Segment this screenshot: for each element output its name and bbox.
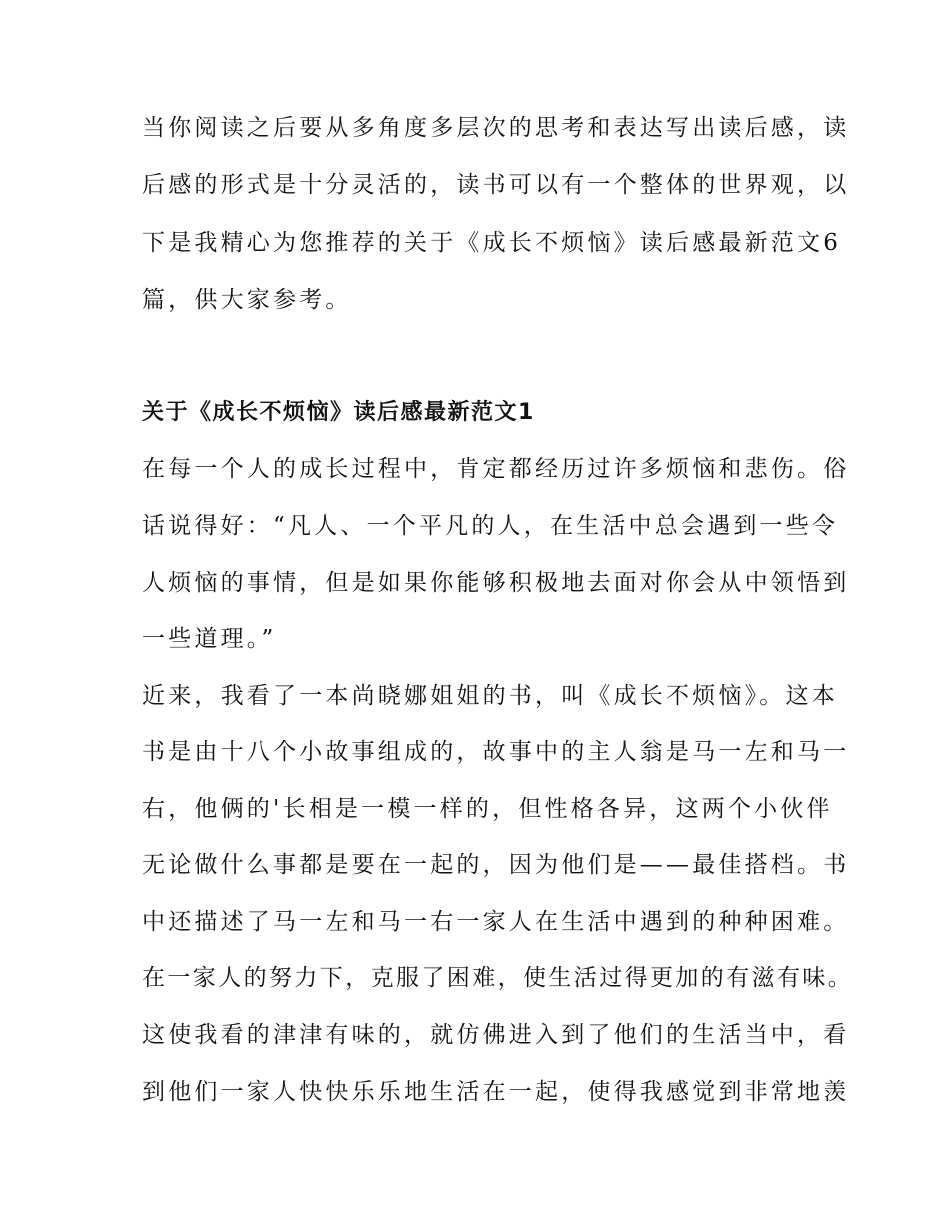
section-heading: 关于《成长不烦恼》读后感最新范文1 (142, 400, 535, 425)
paragraph1-line-4: 一些道理。” (142, 626, 277, 652)
intro-line-1: 当你阅读之后要从多角度多层次的思考和表达写出读后感，读 (142, 115, 850, 141)
paragraph2-line-1: 近来，我看了一本尚晓娜姐姐的书，叫《成长不烦恼》。这本 (142, 683, 838, 709)
paragraph1-line-1: 在每一个人的成长过程中，肯定都经历过许多烦恼和悲伤。俗 (142, 456, 850, 482)
paragraph2-line-2: 书是由十八个小故事组成的，故事中的主人翁是马一左和马一 (142, 739, 850, 765)
paragraph2-line-8: 到他们一家人快快乐乐地生活在一起，使得我感觉到非常地羡 (142, 1079, 850, 1105)
paragraph2-line-5: 中还描述了马一左和马一右一家人在生活中遇到的种种困难。 (142, 909, 850, 935)
paragraph1-line-2: 话说得好：“凡人、一个平凡的人，在生活中总会遇到一些令 (142, 513, 839, 539)
intro-line-2: 后感的形式是十分灵活的，读书可以有一个整体的世界观，以 (142, 172, 850, 198)
paragraph2-line-7: 这使我看的津津有味的，就仿佛进入到了他们的生活当中，看 (142, 1022, 850, 1048)
intro-line-3: 下是我精心为您推荐的关于《成长不烦恼》读后感最新范文6 (142, 230, 842, 256)
paragraph2-line-6: 在一家人的努力下，克服了困难，使生活过得更加的有滋有味。 (142, 965, 854, 991)
paragraph2-line-3: 右，他俩的'长相是一模一样的，但性格各异，这两个小伙伴 (142, 796, 833, 822)
paragraph2-line-4: 无论做什么事都是要在一起的，因为他们是——最佳搭档。书 (142, 852, 850, 878)
intro-line-4: 篇，供大家参考。 (142, 287, 352, 313)
paragraph1-line-3: 人烦恼的事情，但是如果你能够积极地去面对你会从中领悟到 (142, 570, 850, 596)
